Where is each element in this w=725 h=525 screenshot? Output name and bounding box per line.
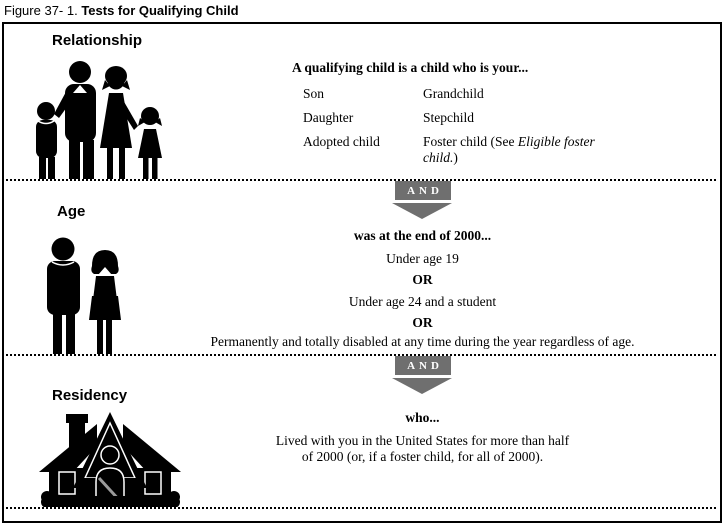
residency-rule-line1: Lived with you in the United States for more than half [275, 433, 570, 448]
section-header-residency: Residency [52, 387, 128, 404]
age-heading: was at the end of 2000... [353, 228, 492, 243]
and-connector-arrow-icon [392, 203, 452, 219]
and-connector-label: AND [395, 181, 451, 200]
relationship-item-adopted-child: Adopted child [303, 134, 380, 149]
relationship-item-son: Son [303, 86, 325, 101]
age-option-under-19: Under age 19 [386, 251, 459, 266]
age-or-label: OR [412, 272, 433, 287]
foster-child-reference: Eligible foster child. [423, 134, 595, 165]
figure-number: Figure 37- 1. [4, 3, 78, 18]
relationship-heading: A qualifying child is a child who is your... [292, 60, 529, 75]
age-or-label: OR [412, 315, 433, 330]
age-option-under-24-student: Under age 24 and a student [348, 294, 497, 309]
boy-and-girl-silhouette-icon [40, 234, 135, 354]
section-divider-line [6, 507, 718, 509]
foster-child-suffix: ) [453, 150, 458, 165]
and-connector-arrow-icon [392, 378, 452, 394]
section-divider-line [6, 354, 718, 356]
section-header-relationship: Relationship [52, 32, 143, 49]
section-header-age: Age [57, 203, 86, 220]
age-option-disabled: Permanently and totally disabled at any time during the year regardless of age. [210, 334, 635, 349]
relationship-item-stepchild: Stepchild [423, 110, 474, 125]
figure-title-text: Tests for Qualifying Child [81, 3, 239, 18]
relationship-item-grandchild: Grandchild [423, 86, 484, 101]
relationship-item-daughter: Daughter [303, 110, 354, 125]
and-connector-label: AND [395, 356, 451, 375]
family-silhouette-icon [28, 54, 198, 181]
foster-child-text: Foster child (See [423, 134, 518, 149]
residency-heading: who... [405, 410, 440, 425]
section-divider-line [6, 179, 718, 181]
relationship-item-foster-child [423, 134, 601, 166]
residency-rule-line2: of 2000 (or, if a foster child, for all of 2000). [301, 449, 544, 464]
figure-title [4, 3, 239, 18]
